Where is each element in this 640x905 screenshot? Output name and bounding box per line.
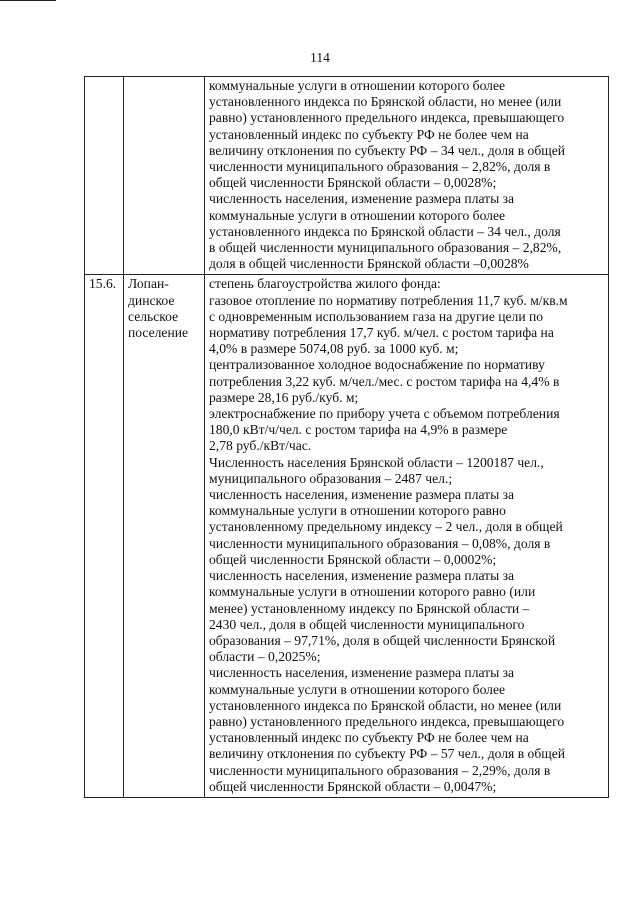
header-rule	[0, 0, 56, 1]
description-cell	[205, 77, 609, 275]
text-line: нормативу потребления 17,7 куб. м/чел. с ростом тарифа на	[209, 325, 554, 341]
text-line: коммунальные услуги в отношении которого равно	[209, 503, 506, 519]
settlement-name-line: поселение	[128, 325, 189, 341]
text-line: образования – 97,71%, доля в общей численности Брянской	[209, 632, 556, 648]
text-line: установленного индекса по Брянской области, но менее (или	[209, 697, 562, 713]
settlement-name-cell	[124, 77, 205, 275]
settlement-name-line: сельское	[128, 308, 179, 324]
text-line: численности муниципального образования – 0,08%, доля в	[209, 535, 551, 551]
text-line: равно) установленного предельного индекса, превышающего	[209, 713, 565, 729]
text-line: установленного индекса по Брянской области, но менее (или	[209, 94, 562, 110]
text-line: в общей численности муниципального образования – 2,82%,	[209, 240, 562, 256]
table-row-continuation	[85, 77, 609, 275]
text-line: численность населения, изменение размера платы за	[209, 568, 515, 584]
table-row-15-6	[85, 275, 609, 798]
text-line: коммунальные услуги в отношении которого более	[209, 681, 506, 697]
row-number-cell	[85, 77, 124, 275]
text-line: степень благоустройства жилого фонда:	[209, 276, 441, 292]
text-line: централизованное холодное водоснабжение по нормативу	[209, 357, 545, 373]
text-line: электроснабжение по прибору учета с объемом потребления	[209, 406, 560, 422]
text-line: менее) установленному индексу по Брянской области –	[209, 600, 530, 616]
text-line: общей численности Брянской области – 0,0047%;	[209, 778, 497, 794]
text-line: численность населения, изменение размера платы за	[209, 665, 515, 681]
text-line: доля в общей численности Брянской области –0,0028%	[209, 256, 529, 272]
text-line: 2,78 руб./кВт/час.	[209, 438, 312, 454]
text-line: установленный индекс по субъекту РФ не более чем на	[209, 730, 529, 746]
text-line: общей численности Брянской области – 0,0002%;	[209, 551, 497, 567]
text-line: величину отклонения по субъекту РФ – 57 чел., доля в общей	[209, 746, 566, 762]
settlement-name-cell	[124, 275, 205, 798]
text-line: численность населения, изменение размера платы за	[209, 191, 515, 207]
text-line: установленного индекса по Брянской области – 34 чел., доля	[209, 223, 561, 239]
text-line: размере 28,16 руб./куб. м;	[209, 389, 359, 405]
text-line: численности муниципального образования – 2,82%, доля в	[209, 159, 551, 175]
text-line: с одновременным использованием газа на другие цели по	[209, 308, 544, 324]
text-line: величину отклонения по субъекту РФ – 34 чел., доля в общей	[209, 142, 566, 158]
text-line: 4,0% в размере 5074,08 руб. за 1000 куб. м;	[209, 341, 459, 357]
document-table	[84, 76, 609, 798]
text-line: газовое отопление по нормативу потребления 11,7 куб. м/кв.м	[209, 292, 568, 308]
description-cell	[205, 275, 609, 798]
text-line: области – 0,2025%;	[209, 649, 321, 665]
settlement-name-line: Лопан-	[128, 276, 169, 292]
settlement-name-line: динское	[128, 292, 175, 308]
text-line: общей численности Брянской области – 0,0028%;	[209, 175, 497, 191]
row-number-cell: 15.6.	[85, 275, 124, 798]
text-line: установленный индекс по субъекту РФ не более чем на	[209, 126, 529, 142]
text-line: коммунальные услуги в отношении которого более	[209, 78, 506, 93]
text-line: установленному предельному индексу – 2 чел., доля в общей	[209, 519, 563, 535]
text-line: Численность населения Брянской области – 1200187 чел.,	[209, 454, 544, 470]
text-line: коммунальные услуги в отношении которого более	[209, 207, 506, 223]
text-line: муниципального образования – 2487 чел.;	[209, 470, 453, 486]
text-line: численность населения, изменение размера платы за	[209, 487, 515, 503]
text-line: численности муниципального образования – 2,29%, доля в	[209, 762, 551, 778]
text-line: равно) установленного предельного индекса, превышающего	[209, 110, 565, 126]
text-line: 2430 чел., доля в общей численности муниципального	[209, 616, 525, 632]
text-line: коммунальные услуги в отношении которого равно (или	[209, 584, 536, 600]
text-line: потребления 3,22 куб. м/чел./мес. с ростом тарифа на 4,4% в	[209, 373, 560, 389]
text-line: 180,0 кВт/ч/чел. с ростом тарифа на 4,9% в размере	[209, 422, 508, 438]
page-number: 114	[310, 50, 330, 65]
